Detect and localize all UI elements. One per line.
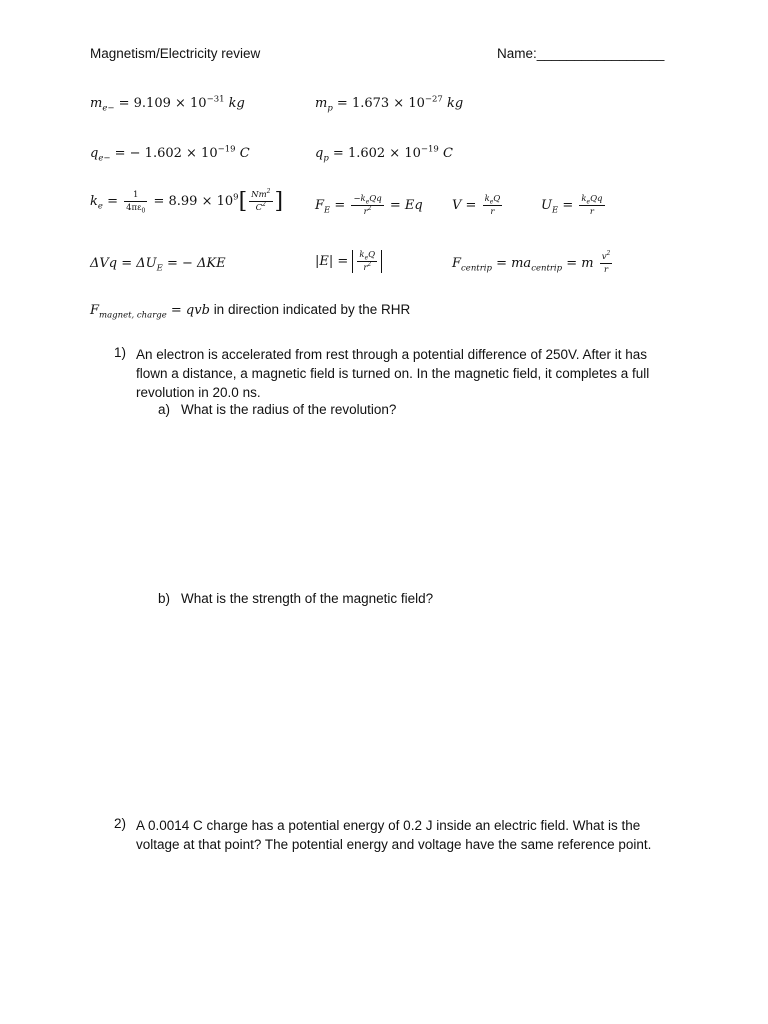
coulomb-constant-formula: $k_e$ = $\frac{1}{4\pi\varepsilon_0}$ = $8.99 \times 10^9$[ $\frac{Nm^2}{C^2}$ ] bbox=[90, 188, 284, 215]
magnetic-force-formula: $F_{magnet, charge}$ = qvb in direction indicated by the RHR bbox=[90, 302, 411, 321]
centripetal-force-formula: $F_{centrip} = ma_{centrip} = m$ $\frac{v^2}{r}$ bbox=[452, 250, 611, 275]
question-1b-label: b) bbox=[158, 591, 171, 606]
energy-work-formula: $\Delta Vq = \Delta U_E$ = − ΔKE bbox=[90, 256, 226, 274]
question-2-text: A 0.0014 C charge has a potential energy of 0.2 J inside an electric field. What is the voltage at that point? The potential energy and voltage have the same reference point. bbox=[136, 818, 652, 852]
potential-energy-formula: $U_E$ = $\frac{k_eQq}{r}$ bbox=[541, 194, 603, 217]
question-1a-label: a) bbox=[158, 402, 171, 417]
proton-mass-formula: $m_p = 1.673 \times 10^{-27}$ kg bbox=[315, 94, 464, 114]
name-field-label[interactable]: Name:_________________ bbox=[497, 46, 665, 61]
question-2-number: 2) bbox=[114, 816, 127, 831]
electron-mass-formula: $m_{e-} = 9.109 \times 10^{-31}$ kg bbox=[90, 94, 245, 114]
proton-charge-formula: $q_p = 1.602 \times 10^{-19}$ C bbox=[315, 144, 453, 164]
worksheet-title: Magnetism/Electricity review bbox=[90, 46, 261, 61]
question-1b-text: What is the strength of the magnetic field? bbox=[181, 591, 434, 606]
question-1a-text: What is the radius of the revolution? bbox=[181, 402, 397, 417]
question-1-text: An electron is accelerated from rest through a potential difference of 250V. After it has flown a distance, a magnetic field is turned on. In the magnetic field, it completes a full revolution in 20.0 ns. bbox=[136, 347, 650, 400]
electric-potential-formula: V = $\frac{k_eQ}{r}$ bbox=[452, 194, 501, 217]
electric-force-formula: $F_E$ = $\frac{-k_eQq}{r^2}$ = Eq bbox=[315, 194, 423, 217]
electron-charge-formula: $q_{e-}$ = − $1.602 \times 10^{-19}$ C bbox=[90, 144, 250, 164]
question-1-number: 1) bbox=[114, 345, 127, 360]
field-magnitude-formula: |E| = $\frac{k_eQ}{r^2}$ bbox=[315, 250, 382, 273]
